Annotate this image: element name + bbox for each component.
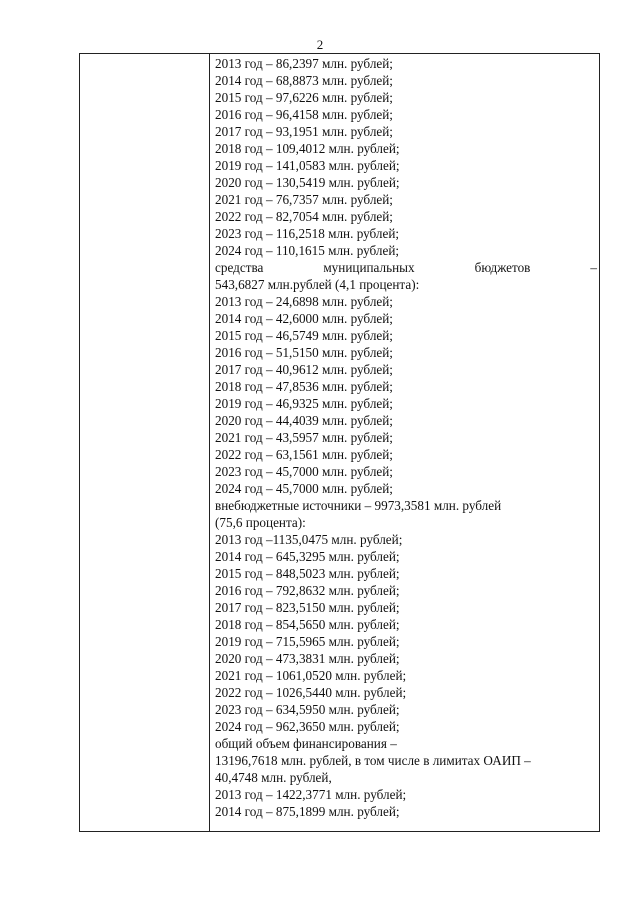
municipal-budget-section bbox=[215, 259, 597, 497]
year-line: 2013 год –1135,0475 млн. рублей; bbox=[215, 532, 403, 547]
heading-word: бюджетов bbox=[474, 260, 531, 275]
funding-cell bbox=[215, 55, 597, 820]
year-line: 2023 год – 634,5950 млн. рублей; bbox=[215, 702, 400, 717]
year-line: 2021 год – 43,5957 млн. рублей; bbox=[215, 430, 393, 445]
year-line: 2021 год – 1061,0520 млн. рублей; bbox=[215, 668, 407, 683]
year-line: 2022 год – 82,7054 млн. рублей; bbox=[215, 209, 393, 224]
year-line: 2024 год – 45,7000 млн. рублей; bbox=[215, 481, 393, 496]
year-line: 2017 год – 823,5150 млн. рублей; bbox=[215, 600, 400, 615]
year-line: 2016 год – 96,4158 млн. рублей; bbox=[215, 107, 393, 122]
municipal-heading bbox=[215, 259, 597, 276]
year-line: 2019 год – 141,0583 млн. рублей; bbox=[215, 158, 400, 173]
total-funding-section bbox=[215, 735, 597, 820]
page-number: 2 bbox=[316, 37, 324, 52]
funding-table bbox=[79, 53, 600, 832]
extrabudgetary-share: (75,6 процента): bbox=[215, 515, 306, 530]
year-line: 2024 год – 110,1615 млн. рублей; bbox=[215, 243, 400, 258]
total-oaip: 40,4748 млн. рублей, bbox=[215, 770, 332, 785]
year-line: 2016 год – 792,8632 млн. рублей; bbox=[215, 583, 400, 598]
year-line: 2018 год – 854,5650 млн. рублей; bbox=[215, 617, 400, 632]
year-line: 2024 год – 962,3650 млн. рублей; bbox=[215, 719, 400, 734]
year-line: 2019 год – 715,5965 млн. рублей; bbox=[215, 634, 400, 649]
year-line: 2022 год – 1026,5440 млн. рублей; bbox=[215, 685, 407, 700]
year-line: 2014 год – 68,8873 млн. рублей; bbox=[215, 73, 393, 88]
total-amount: 13196,7618 млн. рублей, в том числе в лимитах ОАИП – bbox=[215, 753, 531, 768]
total-heading: общий объем финансирования – bbox=[215, 736, 397, 751]
year-line: 2021 год – 76,7357 млн. рублей; bbox=[215, 192, 393, 207]
column-divider bbox=[209, 54, 210, 831]
year-line: 2020 год – 44,4039 млн. рублей; bbox=[215, 413, 393, 428]
year-line: 2022 год – 63,1561 млн. рублей; bbox=[215, 447, 393, 462]
year-line: 2014 год – 875,1899 млн. рублей; bbox=[215, 804, 400, 819]
heading-word: муниципальных bbox=[323, 260, 415, 275]
year-line: 2015 год – 97,6226 млн. рублей; bbox=[215, 90, 393, 105]
year-line: 2015 год – 848,5023 млн. рублей; bbox=[215, 566, 400, 581]
year-line: 2023 год – 45,7000 млн. рублей; bbox=[215, 464, 393, 479]
year-line: 2018 год – 47,8536 млн. рублей; bbox=[215, 379, 393, 394]
year-line: 2016 год – 51,5150 млн. рублей; bbox=[215, 345, 393, 360]
regional-budget-list bbox=[215, 55, 597, 259]
year-line: 2018 год – 109,4012 млн. рублей; bbox=[215, 141, 400, 156]
year-line: 2014 год – 645,3295 млн. рублей; bbox=[215, 549, 400, 564]
year-line: 2014 год – 42,6000 млн. рублей; bbox=[215, 311, 393, 326]
year-line: 2013 год – 86,2397 млн. рублей; bbox=[215, 56, 393, 71]
year-line: 2017 год – 40,9612 млн. рублей; bbox=[215, 362, 393, 377]
year-line: 2013 год – 1422,3771 млн. рублей; bbox=[215, 787, 407, 802]
year-line: 2013 год – 24,6898 млн. рублей; bbox=[215, 294, 393, 309]
year-line: 2023 год – 116,2518 млн. рублей; bbox=[215, 226, 400, 241]
extrabudgetary-section bbox=[215, 497, 597, 735]
year-line: 2017 год – 93,1951 млн. рублей; bbox=[215, 124, 393, 139]
year-line: 2020 год – 130,5419 млн. рублей; bbox=[215, 175, 400, 190]
year-line: 2015 год – 46,5749 млн. рублей; bbox=[215, 328, 393, 343]
heading-word: средства bbox=[215, 260, 264, 275]
year-line: 2020 год – 473,3831 млн. рублей; bbox=[215, 651, 400, 666]
municipal-total: 543,6827 млн.рублей (4,1 процента): bbox=[215, 277, 420, 292]
year-line: 2019 год – 46,9325 млн. рублей; bbox=[215, 396, 393, 411]
extrabudgetary-heading: внебюджетные источники – 9973,3581 млн. рублей bbox=[215, 498, 502, 513]
heading-word: – bbox=[590, 260, 597, 275]
